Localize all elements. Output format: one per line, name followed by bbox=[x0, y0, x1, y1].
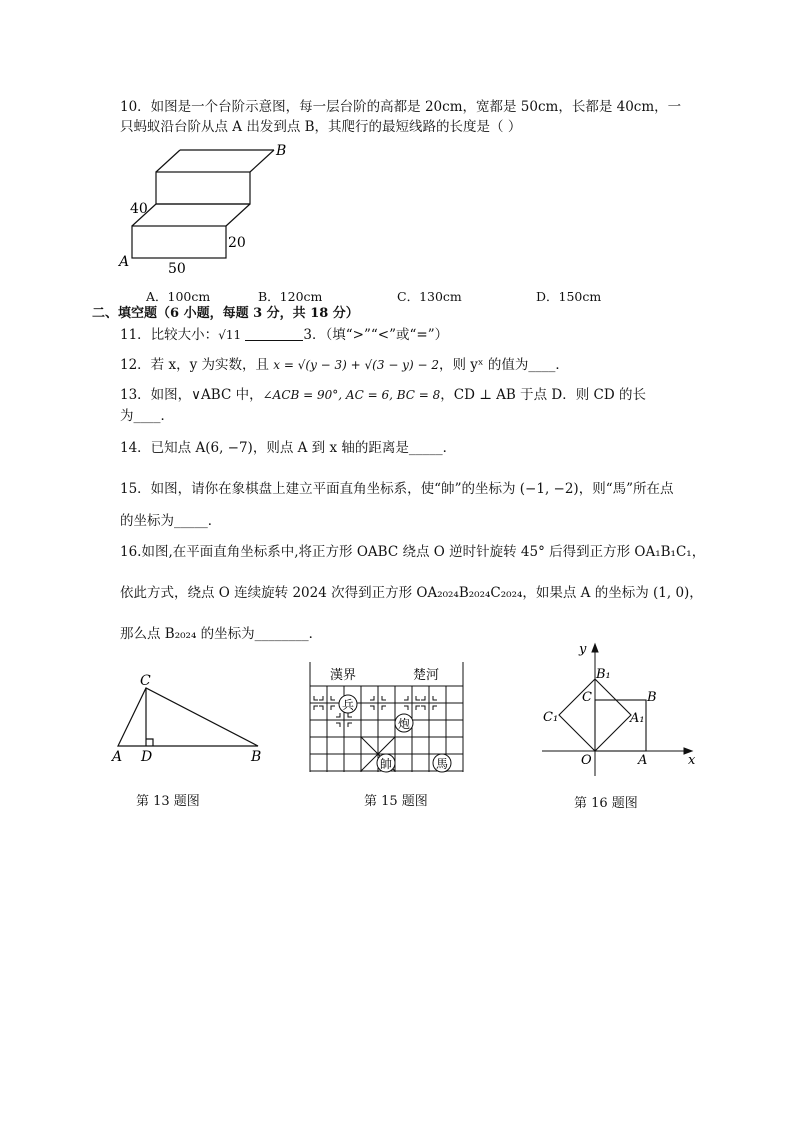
q15-line1: 15．如图，请你在象棋盘上建立平面直角坐标系，使“帥”的坐标为 (−1, −2)，则“馬”所在点 bbox=[120, 481, 674, 497]
stairs-label-b: B bbox=[276, 143, 287, 159]
q11 bbox=[120, 326, 448, 344]
q10-option-a[interactable]: A．100cm bbox=[146, 289, 211, 304]
piece-pao: 炮 bbox=[397, 717, 411, 731]
stairs-figure bbox=[110, 140, 310, 280]
river-label-right: 楚河 bbox=[413, 668, 440, 683]
q15-line2: 的坐标为_____． bbox=[120, 513, 222, 529]
rotation-figure bbox=[538, 640, 698, 776]
fig16-caption: 第 16 题图 bbox=[574, 796, 638, 811]
q13-formula: ∠ACB = 90°, AC = 6, BC = 8 bbox=[262, 388, 441, 402]
q13-line2: 为____． bbox=[120, 408, 174, 424]
piece-ma: 馬 bbox=[435, 757, 449, 771]
point-label-a: A bbox=[638, 753, 648, 768]
axis-label-x: x bbox=[688, 753, 696, 768]
piece-bing: 兵 bbox=[341, 698, 355, 712]
q13-line1 bbox=[120, 386, 646, 404]
q11-sqrt: √11 bbox=[218, 328, 242, 342]
stairs-label-20: 20 bbox=[228, 235, 246, 251]
piece-shuai: 帥 bbox=[379, 757, 393, 771]
q10-option-b[interactable]: B．120cm bbox=[258, 289, 323, 304]
q10-option-c[interactable]: C．130cm bbox=[397, 289, 462, 304]
q11-answer-blank[interactable] bbox=[245, 327, 303, 341]
q10-line1: 10．如图是一个台阶示意图，每一层台阶的高都是 20cm，宽都是 50cm，长都是 40cm，一 bbox=[120, 99, 682, 115]
tri-label-d: D bbox=[141, 749, 153, 765]
point-label-c: C bbox=[582, 690, 592, 705]
river-label-left: 漢界 bbox=[330, 668, 357, 683]
q10-line2: 只蚂蚁沿台阶从点 A 出发到点 B，其爬行的最短线路的长度是（ ） bbox=[120, 119, 522, 135]
triangle-figure bbox=[108, 672, 278, 768]
q10-option-d[interactable]: D．150cm bbox=[536, 289, 602, 304]
q16-line2: 依此方式，绕点 O 连续旋转 2024 次得到正方形 OA₂₀₂₄B₂₀₂₄C₂₀₂₄，如果点 A 的坐标为 (1, 0)， bbox=[120, 585, 703, 601]
point-label-a1: A₁ bbox=[630, 711, 645, 726]
q12-prefix: 12．若 x，y 为实数，且 bbox=[120, 357, 274, 373]
q13-suffix: ，CD ⊥ AB 于点 D．则 CD 的长 bbox=[440, 387, 646, 403]
q13-prefix: 13．如图，∨ABC 中， bbox=[120, 387, 263, 403]
q16-line1: 16.如图,在平面直角坐标系中,将正方形 OABC 绕点 O 逆时针旋转 45° 后得到正方形 OA₁B₁C₁， bbox=[120, 544, 706, 560]
point-label-b: B bbox=[647, 690, 657, 705]
point-label-o: O bbox=[581, 753, 592, 768]
fig13-caption: 第 13 题图 bbox=[136, 794, 200, 809]
q11-prefix: 11．比较大小： bbox=[120, 327, 219, 343]
tri-label-b: B bbox=[251, 749, 262, 765]
chessboard-figure bbox=[300, 660, 470, 776]
q12 bbox=[120, 356, 569, 374]
stairs-label-a: A bbox=[119, 254, 130, 270]
stairs-label-40: 40 bbox=[130, 201, 148, 217]
axis-label-y: y bbox=[579, 642, 587, 657]
section-heading: 二、填空题（6 小题，每题 3 分，共 18 分） bbox=[92, 306, 359, 321]
stairs-label-50: 50 bbox=[168, 261, 186, 277]
q11-rest: 3．（填“>”“<”或“=”） bbox=[303, 327, 449, 343]
fig15-caption: 第 15 题图 bbox=[364, 794, 428, 809]
point-label-b1: B₁ bbox=[596, 667, 611, 682]
q12-suffix: ，则 yˣ 的值为____． bbox=[438, 357, 569, 373]
q12-formula: x = √(y − 3) + √(3 − y) − 2 bbox=[273, 358, 439, 372]
tri-label-c: C bbox=[140, 673, 151, 689]
q14: 14．已知点 A(6, −7)，则点 A 到 x 轴的距离是_____． bbox=[120, 440, 457, 456]
tri-label-a: A bbox=[112, 749, 123, 765]
point-label-c1: C₁ bbox=[543, 710, 559, 725]
q16-line3: 那么点 B₂₀₂₄ 的坐标为________． bbox=[120, 626, 323, 642]
